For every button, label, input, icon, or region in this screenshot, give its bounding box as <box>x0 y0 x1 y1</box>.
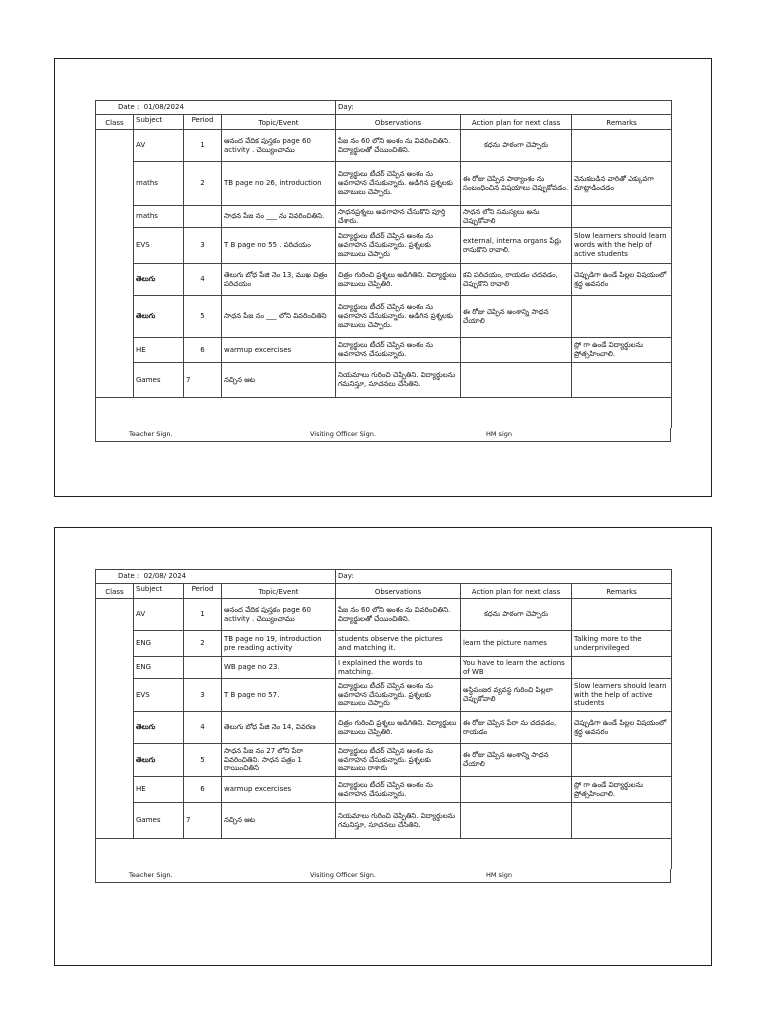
diary-table <box>95 100 672 428</box>
subject-cell: తెలుగు <box>134 712 184 744</box>
table-row <box>96 599 672 631</box>
period-cell: 4 <box>184 264 222 296</box>
officer-sign-label: Visiting Officer Sign. <box>310 430 376 438</box>
table-row <box>96 398 672 429</box>
period-cell <box>184 206 222 228</box>
col-action-plan: Action plan for next class <box>461 115 572 130</box>
officer-sign-label: Visiting Officer Sign. <box>310 871 376 879</box>
observation-cell: నియమాలు గురించి చెప్పితిని. విద్యార్థులను గమనిస్తూ, సూచనలు చేసితిని. <box>336 803 461 839</box>
day-cell <box>336 570 672 584</box>
signature-row <box>95 428 671 442</box>
table-row <box>96 296 672 338</box>
observation-cell: పేజ నం 60 లోని అంశం ను వివరించితిని. విద్యార్థులతో చేయించితిని. <box>336 599 461 631</box>
remarks-cell <box>572 363 672 398</box>
subject-cell: ENG <box>134 631 184 657</box>
remarks-cell: వెనుకబడిన వారితో ఎక్కువగా మాట్లాడించడం <box>572 162 672 206</box>
date-label: Date : <box>118 572 140 581</box>
remarks-cell <box>572 206 672 228</box>
topic-cell: TB page no 26, introduction <box>222 162 336 206</box>
period-cell: 2 <box>184 631 222 657</box>
table-row <box>96 631 672 657</box>
action-cell <box>461 803 572 839</box>
period-cell: 3 <box>184 228 222 264</box>
topic-cell: తెలుగు బోధ పేజి నెం 13, ముఖ చిత్రం పరిచయం <box>222 264 336 296</box>
table-row <box>96 777 672 803</box>
table-row <box>96 712 672 744</box>
observation-cell: సాధనప్రశ్నలు అవగాహన చేసుకొని పూర్తి చేశారు. <box>336 206 461 228</box>
teacher-sign-label: Teacher Sign. <box>129 871 173 879</box>
action-cell: ఈ రోజు చెప్పిన పాఠ్యాంశం ను సంబంధించిన విషయాలు చెప్పుకోవడం. <box>461 162 572 206</box>
col-subject: Subject <box>134 115 184 130</box>
subject-cell: తెలుగు <box>134 264 184 296</box>
remarks-cell <box>572 803 672 839</box>
topic-cell: సాధన పేజ నం ___ లోని వివరించితిని <box>222 296 336 338</box>
remarks-cell <box>572 744 672 777</box>
topic-cell: తెలుగు బోధ పేజి నెం 14, వివరణ <box>222 712 336 744</box>
remarks-cell <box>572 296 672 338</box>
action-cell: కవి పరిచయం, రాయడం చదవడం, చెప్పుకొని రావాలి <box>461 264 572 296</box>
topic-cell: T B page no 57. <box>222 679 336 712</box>
observation-cell: విద్యార్థులు టీచర్ చెప్పిన అంశం ను అవగాహన చేసుకున్నారు. ప్రశ్నలకు జవాబులు చెప్పారు <box>336 228 461 264</box>
action-cell: ఈ రోజు చెప్పిన అంశాన్ని సాధన చేయాలి <box>461 744 572 777</box>
period-cell: 7 <box>184 363 222 398</box>
action-cell: అస్థిపంజర వ్యవస్థ గురించి పిల్లలా చెప్పుకోవాలి <box>461 679 572 712</box>
remarks-cell: చెప్పుడిగా ఉండే పిల్లల విషయంలో శ్రద్ధ అవసరం <box>572 712 672 744</box>
diary-table <box>95 569 672 869</box>
subject-cell: HE <box>134 777 184 803</box>
topic-cell: WB page no 23. <box>222 657 336 679</box>
remarks-cell: చెప్పుడిగా ఉండే పిల్లల విషయంలో శ్రద్ధ అవసరం <box>572 264 672 296</box>
table-row <box>96 839 672 870</box>
day-label: Day: <box>338 572 354 581</box>
col-period: Period <box>184 584 222 599</box>
date-value: 01/08/2024 <box>143 103 184 112</box>
table-row <box>96 338 672 363</box>
subject-cell: HE <box>134 338 184 363</box>
observation-cell: విద్యార్థులు టీచర్ చెప్పిన అంశం ను అవగాహన చేసుకున్నారు. ప్రశ్నలకు జవాబులు చెప్పారు <box>336 679 461 712</box>
topic-cell: సాధన పేజ నం 27 లోని పేరా వివరించితిని. సాధన పత్రం 1 రాయించితిని <box>222 744 336 777</box>
col-observations: Observations <box>336 584 461 599</box>
topic-cell: నచ్చిన ఆట <box>222 803 336 839</box>
date-cell <box>96 570 336 584</box>
action-cell <box>461 363 572 398</box>
remarks-cell <box>572 599 672 631</box>
diary-page-2 <box>54 527 712 966</box>
observation-cell: విద్యార్థులు టీచర్ చెప్పిన అంశం ను అవగాహన చేసుకున్నారు. ప్రశ్నలకు జవాబులు రాశారు <box>336 744 461 777</box>
observation-cell: పేజ నం 60 లోని అంశం ను వివరించితిని. విద్యార్థులతో చేయించితిని. <box>336 130 461 162</box>
subject-cell: తెలుగు <box>134 296 184 338</box>
subject-cell: EVS <box>134 679 184 712</box>
observation-cell: విద్యార్థులు టీచర్ చెప్పిన అంశం ను అవగాహన చేసుకున్నారు. <box>336 777 461 803</box>
class-cell <box>96 130 134 398</box>
col-remarks: Remarks <box>572 115 672 130</box>
table-row <box>96 228 672 264</box>
col-observations: Observations <box>336 115 461 130</box>
topic-cell: TB page no 19, introduction pre reading activity <box>222 631 336 657</box>
col-subject: Subject <box>134 584 184 599</box>
subject-cell: Games <box>134 363 184 398</box>
col-remarks: Remarks <box>572 584 672 599</box>
date-cell <box>96 101 336 115</box>
remarks-cell: Talking more to the underprivileged <box>572 631 672 657</box>
remarks-cell <box>572 657 672 679</box>
action-cell: external, interna organs పేర్లు రాసుకొని రావాలి. <box>461 228 572 264</box>
table-row <box>96 162 672 206</box>
period-cell: 6 <box>184 338 222 363</box>
action-cell: ఈ రోజు చెప్పిన అంశాన్ని సాధన చేయాలి <box>461 296 572 338</box>
col-topic: Topic/Event <box>222 115 336 130</box>
subject-cell: Games <box>134 803 184 839</box>
observation-cell: విద్యార్థులు టీచర్ చెప్పిన అంశం ను అవగాహన చేసుకున్నారు. అడిగిన ప్రశ్నలకు జవాబులు చెప్పారు. <box>336 162 461 206</box>
action-cell: ఈ రోజు చెప్పిన పేరా ను చదవడం, రాయడం <box>461 712 572 744</box>
action-cell: You have to learn the actions of WB <box>461 657 572 679</box>
period-cell <box>184 657 222 679</box>
hm-sign-label: HM sign <box>486 430 512 438</box>
table-row <box>96 130 672 162</box>
col-class: Class <box>96 584 134 599</box>
day-label: Day: <box>338 103 354 112</box>
date-value: 02/08/ 2024 <box>143 572 187 581</box>
diary-page-1 <box>54 58 712 497</box>
subject-cell: తెలుగు <box>134 744 184 777</box>
subject-cell: ENG <box>134 657 184 679</box>
topic-cell: ఆనంద వేదిక పుస్తకం page 60 activity . చెయ్యించాము <box>222 599 336 631</box>
action-cell: సాధన లోని సమస్యలు అను చెప్పుకోవాలి <box>461 206 572 228</box>
teacher-sign-label: Teacher Sign. <box>129 430 173 438</box>
subject-cell: maths <box>134 162 184 206</box>
remarks-cell: స్లో గా ఉండే విద్యార్థులను ప్రోత్సహించాలి. <box>572 338 672 363</box>
col-topic: Topic/Event <box>222 584 336 599</box>
col-period: Period <box>184 115 222 130</box>
blank-row <box>96 839 672 870</box>
table-row <box>96 206 672 228</box>
observation-cell: చిత్రం గురించి ప్రశ్నలు అడిగితిని. విద్యార్థులు జవాబులు చెప్పితిరి. <box>336 264 461 296</box>
subject-cell: maths <box>134 206 184 228</box>
class-cell <box>96 599 134 839</box>
subject-cell: AV <box>134 130 184 162</box>
observation-cell: students observe the pictures and matching it. <box>336 631 461 657</box>
topic-cell: సాధన పేజ నం ___ ను వివరించితిని. <box>222 206 336 228</box>
table-row <box>96 363 672 398</box>
date-label: Date : <box>118 103 140 112</box>
col-class: Class <box>96 115 134 130</box>
action-cell <box>461 338 572 363</box>
col-action-plan: Action plan for next class <box>461 584 572 599</box>
remarks-cell: Slow learners should learn words with the help of active students <box>572 228 672 264</box>
topic-cell: warmup excercises <box>222 777 336 803</box>
table-row <box>96 803 672 839</box>
hm-sign-label: HM sign <box>486 871 512 879</box>
observation-cell: I explained the words to matching. <box>336 657 461 679</box>
period-cell: 1 <box>184 599 222 631</box>
table-row <box>96 657 672 679</box>
observation-cell: నియమాలు గురించి చెప్పితిని. విద్యార్థులను గమనిస్తూ, సూచనలు చేసితిని. <box>336 363 461 398</box>
period-cell: 2 <box>184 162 222 206</box>
remarks-cell: స్లో గా ఉండే విద్యార్థులను ప్రోత్సహించాలి. <box>572 777 672 803</box>
period-cell: 1 <box>184 130 222 162</box>
action-cell <box>461 777 572 803</box>
remarks-cell: Slow learners should learn with the help of active students <box>572 679 672 712</box>
table-row <box>96 264 672 296</box>
day-cell <box>336 101 672 115</box>
remarks-cell <box>572 130 672 162</box>
subject-cell: EVS <box>134 228 184 264</box>
topic-cell: నచ్చిన ఆట <box>222 363 336 398</box>
topic-cell: T B page no 55 . పరిచయం <box>222 228 336 264</box>
observation-cell: విద్యార్థులు టీచర్ చెప్పిన అంశం ను అవగాహన చేసుకున్నారు. <box>336 338 461 363</box>
period-cell: 6 <box>184 777 222 803</box>
topic-cell: warmup excercises <box>222 338 336 363</box>
observation-cell: విద్యార్థులు టీచర్ చెప్పిన అంశం ను అవగాహన చేసుకున్నారు. అడిగిన ప్రశ్నలకు జవాబులు చెప్పారు. <box>336 296 461 338</box>
observation-cell: చిత్రం గురించి ప్రశ్నలు అడిగితిని. విద్యార్థులు జవాబులు చెప్పితిరి. <box>336 712 461 744</box>
period-cell: 5 <box>184 744 222 777</box>
period-cell: 3 <box>184 679 222 712</box>
period-cell: 5 <box>184 296 222 338</box>
blank-row <box>96 398 672 429</box>
period-cell: 7 <box>184 803 222 839</box>
period-cell: 4 <box>184 712 222 744</box>
action-cell: కధను పాఠంగా చెప్పారు <box>461 599 572 631</box>
table-row <box>96 679 672 712</box>
table-row <box>96 744 672 777</box>
action-cell: కధను పాఠంగా చెప్పారు <box>461 130 572 162</box>
signature-row <box>95 869 671 883</box>
action-cell: learn the picture names <box>461 631 572 657</box>
topic-cell: ఆనంద వేదిక పుస్తకం page 60 activity . చెయ్యించాము <box>222 130 336 162</box>
subject-cell: AV <box>134 599 184 631</box>
